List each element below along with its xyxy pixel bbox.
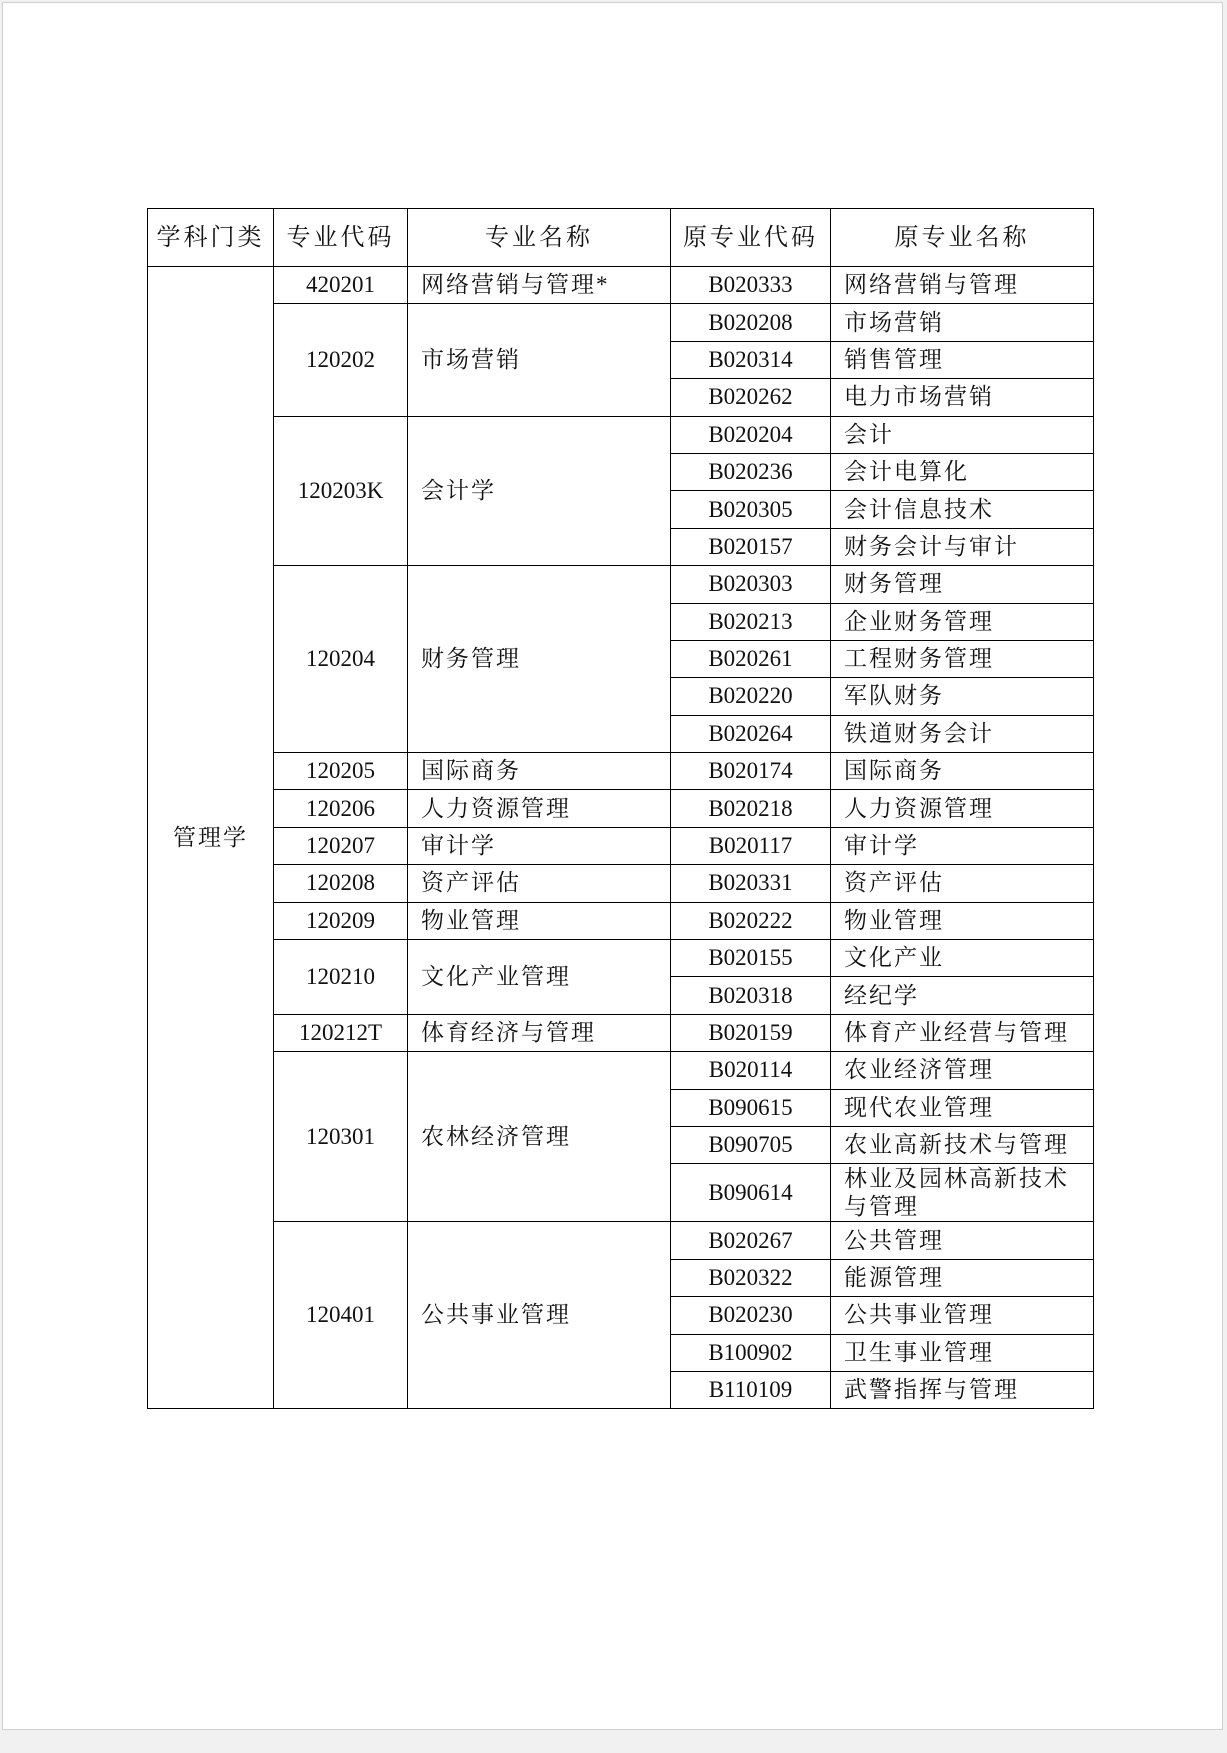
old-code-cell: B020222 — [671, 902, 831, 939]
old-code-cell: B090705 — [671, 1126, 831, 1163]
major-name-cell: 资产评估 — [408, 865, 671, 902]
old-name-cell: 军队财务 — [831, 678, 1094, 715]
major-name-cell: 审计学 — [408, 827, 671, 864]
old-name-cell: 工程财务管理 — [831, 640, 1094, 677]
old-code-cell: B090615 — [671, 1089, 831, 1126]
old-name-cell: 资产评估 — [831, 865, 1094, 902]
table-body — [148, 267, 1094, 1409]
old-code-cell: B020333 — [671, 267, 831, 304]
old-code-cell: B020264 — [671, 715, 831, 752]
major-name-cell: 会计学 — [408, 416, 671, 566]
major-code-cell: 120301 — [274, 1052, 408, 1222]
old-name-cell: 物业管理 — [831, 902, 1094, 939]
old-code-cell: B020303 — [671, 566, 831, 603]
old-name-cell: 铁道财务会计 — [831, 715, 1094, 752]
major-code-cell: 120212T — [274, 1014, 408, 1051]
header-row — [148, 209, 1094, 267]
old-code-cell: B090614 — [671, 1164, 831, 1222]
table-row — [148, 1222, 1094, 1259]
old-code-cell: B020230 — [671, 1297, 831, 1334]
table-row — [148, 304, 1094, 341]
old-code-cell: B020117 — [671, 827, 831, 864]
old-code-cell: B020267 — [671, 1222, 831, 1259]
major-code-cell: 420201 — [274, 267, 408, 304]
old-code-cell: B020218 — [671, 790, 831, 827]
major-code-cell: 120205 — [274, 753, 408, 790]
major-name-cell: 市场营销 — [408, 304, 671, 416]
old-code-cell: B110109 — [671, 1371, 831, 1408]
table-row — [148, 416, 1094, 453]
header-major-code: 专业代码 — [274, 209, 408, 267]
major-name-cell: 文化产业管理 — [408, 940, 671, 1015]
major-name-cell: 体育经济与管理 — [408, 1014, 671, 1051]
old-name-cell: 会计信息技术 — [831, 491, 1094, 528]
old-code-cell: B020314 — [671, 341, 831, 378]
old-name-cell: 会计电算化 — [831, 453, 1094, 490]
major-code-cell: 120207 — [274, 827, 408, 864]
old-code-cell: B020305 — [671, 491, 831, 528]
major-name-cell: 国际商务 — [408, 753, 671, 790]
old-code-cell: B020322 — [671, 1259, 831, 1296]
major-code-cell: 120204 — [274, 566, 408, 753]
old-code-cell: B020174 — [671, 753, 831, 790]
major-mapping-table — [147, 208, 1094, 1409]
old-code-cell: B020159 — [671, 1014, 831, 1051]
old-name-cell: 电力市场营销 — [831, 379, 1094, 416]
major-code-cell: 120401 — [274, 1222, 408, 1409]
header-major-name: 专业名称 — [408, 209, 671, 267]
old-name-cell: 体育产业经营与管理 — [831, 1014, 1094, 1051]
old-name-cell: 会计 — [831, 416, 1094, 453]
old-code-cell: B020208 — [671, 304, 831, 341]
old-name-cell: 公共事业管理 — [831, 1297, 1094, 1334]
old-name-cell: 市场营销 — [831, 304, 1094, 341]
old-code-cell: B020331 — [671, 865, 831, 902]
table-row — [148, 940, 1094, 977]
old-name-cell: 审计学 — [831, 827, 1094, 864]
old-name-cell: 农业高新技术与管理 — [831, 1126, 1094, 1163]
old-code-cell: B020220 — [671, 678, 831, 715]
old-name-cell: 农业经济管理 — [831, 1052, 1094, 1089]
major-name-cell: 公共事业管理 — [408, 1222, 671, 1409]
major-code-cell: 120208 — [274, 865, 408, 902]
old-code-cell: B020262 — [671, 379, 831, 416]
document-page — [2, 2, 1223, 1730]
major-code-cell: 120206 — [274, 790, 408, 827]
old-name-cell: 网络营销与管理 — [831, 267, 1094, 304]
old-name-cell: 人力资源管理 — [831, 790, 1094, 827]
old-code-cell: B020155 — [671, 940, 831, 977]
major-name-cell: 网络营销与管理* — [408, 267, 671, 304]
old-name-cell: 林业及园林高新技术与管理 — [831, 1164, 1094, 1222]
old-code-cell: B020318 — [671, 977, 831, 1014]
major-name-cell: 物业管理 — [408, 902, 671, 939]
header-old-name: 原专业名称 — [831, 209, 1094, 267]
old-name-cell: 经纪学 — [831, 977, 1094, 1014]
major-code-cell: 120210 — [274, 940, 408, 1015]
table-row — [148, 1014, 1094, 1051]
table-row — [148, 790, 1094, 827]
old-name-cell: 企业财务管理 — [831, 603, 1094, 640]
major-code-cell: 120203K — [274, 416, 408, 566]
old-name-cell: 财务管理 — [831, 566, 1094, 603]
table-row — [148, 566, 1094, 603]
old-code-cell: B020157 — [671, 528, 831, 565]
old-name-cell: 销售管理 — [831, 341, 1094, 378]
major-name-cell: 人力资源管理 — [408, 790, 671, 827]
header-category: 学科门类 — [148, 209, 274, 267]
major-code-cell: 120202 — [274, 304, 408, 416]
old-code-cell: B020236 — [671, 453, 831, 490]
header-old-code: 原专业代码 — [671, 209, 831, 267]
table-row — [148, 753, 1094, 790]
old-code-cell: B020261 — [671, 640, 831, 677]
table-row — [148, 267, 1094, 304]
old-code-cell: B100902 — [671, 1334, 831, 1371]
category-cell: 管理学 — [148, 267, 274, 1409]
table-row — [148, 902, 1094, 939]
major-name-cell: 农林经济管理 — [408, 1052, 671, 1222]
table-row — [148, 1052, 1094, 1089]
old-name-cell: 卫生事业管理 — [831, 1334, 1094, 1371]
old-name-cell: 国际商务 — [831, 753, 1094, 790]
old-name-cell: 武警指挥与管理 — [831, 1371, 1094, 1408]
old-code-cell: B020204 — [671, 416, 831, 453]
old-name-cell: 公共管理 — [831, 1222, 1094, 1259]
old-name-cell: 现代农业管理 — [831, 1089, 1094, 1126]
old-name-cell: 文化产业 — [831, 940, 1094, 977]
major-code-cell: 120209 — [274, 902, 408, 939]
old-code-cell: B020213 — [671, 603, 831, 640]
old-name-cell: 能源管理 — [831, 1259, 1094, 1296]
table-row — [148, 827, 1094, 864]
old-name-cell: 财务会计与审计 — [831, 528, 1094, 565]
major-name-cell: 财务管理 — [408, 566, 671, 753]
table-row — [148, 865, 1094, 902]
old-code-cell: B020114 — [671, 1052, 831, 1089]
